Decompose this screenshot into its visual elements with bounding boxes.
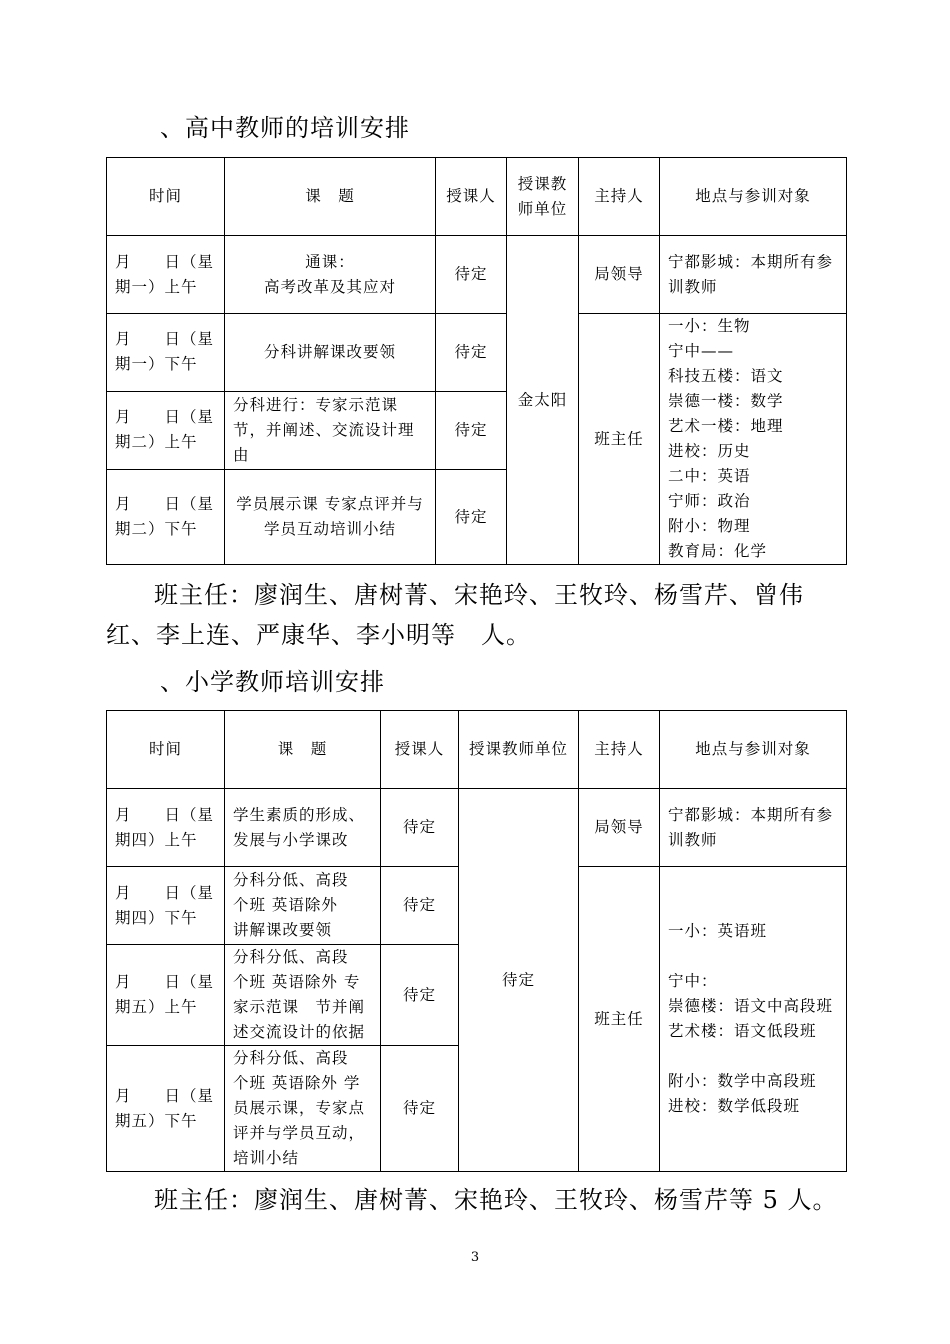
row-teacher: 待定 — [436, 470, 507, 565]
table-row — [107, 236, 847, 314]
header-time: 时间 — [107, 158, 225, 236]
row-topic: 学生素质的形成、 发展与小学课改 — [225, 789, 381, 867]
row-topic: 分科分低、高段 个班 英语除外 讲解课改要领 — [225, 867, 381, 945]
row-topic: 学员展示课 专家点评并与 学员互动培训小结 — [225, 470, 436, 565]
location-cell: 一小：生物 宁中—— 科技五楼：语文 崇德一楼：数学 艺术一楼：地理 进校：历史 二中：英语 宁师：政治 附小：物理 教育局：化学 — [660, 314, 847, 565]
location-cell: 宁都影城：本期所有参 训教师 — [660, 789, 847, 867]
high-school-schedule-table — [106, 157, 847, 565]
header-time: 时间 — [107, 711, 225, 789]
primary-school-schedule-table — [106, 710, 847, 1172]
header-host: 主持人 — [579, 158, 660, 236]
row-time: 月 日（星 期五）下午 — [107, 1046, 225, 1172]
row-teacher: 待定 — [381, 789, 459, 867]
location-cell: 一小：英语班 宁中： 崇德楼：语文中高段班 艺术楼：语文低段班 附小：数学中高段班 进校：数学低段班 — [660, 867, 847, 1172]
host-cell: 局领导 — [579, 236, 660, 314]
header-location: 地点与参训对象 — [660, 711, 847, 789]
row-time: 月 日（星 期二）上午 — [107, 391, 225, 470]
row-teacher: 待定 — [436, 391, 507, 470]
row-time: 月 日（星 期四）上午 — [107, 789, 225, 867]
row-time: 月 日（星 期一）上午 — [107, 236, 225, 314]
host-cell: 班主任 — [579, 314, 660, 565]
page-number: 3 — [470, 1250, 480, 1265]
row-teacher: 待定 — [381, 1046, 459, 1172]
row-topic: 分科讲解课改要领 — [225, 314, 436, 392]
host-cell: 局领导 — [579, 789, 660, 867]
header-teacher: 授课人 — [381, 711, 459, 789]
row-topic: 通课： 高考改革及其应对 — [225, 236, 436, 314]
row-teacher: 待定 — [436, 236, 507, 314]
row-topic: 分科进行：专家示范课 节，并阐述、交流设计理由 — [225, 391, 436, 470]
table-row — [107, 314, 847, 392]
section2-note: 班主任：廖润生、唐树菁、宋艳玲、王牧玲、杨雪芹等 5 人。 — [154, 1186, 838, 1214]
header-topic: 课 题 — [225, 158, 436, 236]
header-unit: 授课教 师单位 — [507, 158, 579, 236]
section2-heading: 、小学教师培训安排 — [160, 668, 385, 696]
table-row — [107, 789, 847, 867]
section1-heading: 、高中教师的培训安排 — [160, 114, 410, 142]
row-time: 月 日（星 期四）下午 — [107, 867, 225, 945]
host-cell: 班主任 — [579, 867, 660, 1172]
row-time: 月 日（星 期二）下午 — [107, 470, 225, 565]
table-header-row — [107, 711, 847, 789]
table-header-row — [107, 158, 847, 236]
teacher-unit-cell: 金太阳 — [507, 236, 579, 565]
row-time: 月 日（星 期一）下午 — [107, 314, 225, 392]
row-teacher: 待定 — [381, 867, 459, 945]
header-teacher: 授课人 — [436, 158, 507, 236]
header-location: 地点与参训对象 — [660, 158, 847, 236]
row-teacher: 待定 — [381, 945, 459, 1046]
header-unit: 授课教师单位 — [459, 711, 579, 789]
row-topic: 分科分低、高段 个班 英语除外 专 家示范课 节并阐 述交流设计的依据 — [225, 945, 381, 1046]
header-host: 主持人 — [579, 711, 660, 789]
row-teacher: 待定 — [436, 314, 507, 392]
header-topic: 课 题 — [225, 711, 381, 789]
location-cell: 宁都影城：本期所有参 训教师 — [660, 236, 847, 314]
row-topic: 分科分低、高段 个班 英语除外 学 员展示课，专家点 评并与学员互动， 培训小结 — [225, 1046, 381, 1172]
row-time: 月 日（星 期五）上午 — [107, 945, 225, 1046]
teacher-unit-cell: 待定 — [459, 789, 579, 1172]
section1-note: 班主任：廖润生、唐树菁、宋艳玲、王牧玲、杨雪芹、曾伟红、李上连、严康华、李小明等 人。 — [106, 581, 804, 649]
